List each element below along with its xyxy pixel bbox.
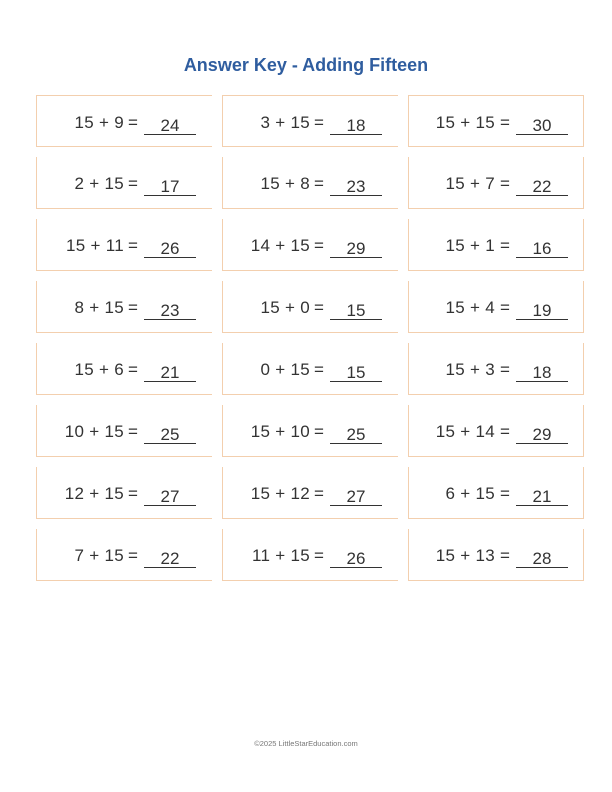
- problem-cell: [222, 529, 398, 581]
- answer-value: 28: [516, 549, 568, 568]
- problem-cell: [36, 405, 212, 457]
- problem-expression: 8 + 15: [74, 298, 124, 317]
- problem-expression: 15 + 15: [435, 113, 495, 132]
- problem-expression: 2 + 15: [74, 174, 124, 193]
- answer-value: 25: [330, 425, 382, 444]
- problem-grid: [36, 95, 584, 581]
- answer-value: 27: [330, 487, 382, 506]
- problem-cell: [408, 405, 584, 457]
- problem-expression: 7 + 15: [74, 546, 124, 565]
- problem-cell: [222, 219, 398, 271]
- problem-expression: 6 + 15: [445, 484, 495, 503]
- equals-sign: =: [500, 546, 510, 565]
- equals-sign: =: [500, 236, 510, 255]
- problem-expression: 15 + 14: [435, 422, 495, 441]
- equals-sign: =: [128, 360, 138, 379]
- page-title: Answer Key - Adding Fifteen: [183, 55, 429, 75]
- equals-sign: =: [128, 236, 138, 255]
- equals-sign: =: [128, 298, 138, 317]
- problem-expression: 15 + 9: [74, 113, 124, 132]
- equals-sign: =: [314, 298, 324, 317]
- equals-sign: =: [314, 422, 324, 441]
- equals-sign: =: [128, 484, 138, 503]
- answer-value: 16: [516, 239, 568, 258]
- problem-expression: 12 + 15: [64, 484, 124, 503]
- problem-cell: [222, 157, 398, 209]
- problem-cell: [36, 157, 212, 209]
- equals-sign: =: [500, 113, 510, 132]
- equals-sign: =: [314, 484, 324, 503]
- problem-expression: 0 + 15: [260, 360, 310, 379]
- answer-value: 18: [516, 363, 568, 382]
- problem-cell: [408, 467, 584, 519]
- answer-value: 23: [330, 177, 382, 196]
- problem-cell: [408, 281, 584, 333]
- equals-sign: =: [314, 360, 324, 379]
- problem-expression: 15 + 6: [74, 360, 124, 379]
- equals-sign: =: [500, 422, 510, 441]
- problem-cell: [408, 219, 584, 271]
- problem-cell: [222, 95, 398, 147]
- equals-sign: =: [500, 174, 510, 193]
- answer-value: 21: [144, 363, 196, 382]
- problem-cell: [408, 157, 584, 209]
- answer-value: 30: [516, 116, 568, 135]
- problem-expression: 10 + 15: [64, 422, 124, 441]
- answer-value: 15: [330, 301, 382, 320]
- problem-expression: 15 + 8: [260, 174, 310, 193]
- equals-sign: =: [128, 422, 138, 441]
- problem-cell: [222, 343, 398, 395]
- equals-sign: =: [128, 174, 138, 193]
- equals-sign: =: [500, 298, 510, 317]
- equals-sign: =: [500, 484, 510, 503]
- problem-cell: [36, 529, 212, 581]
- answer-value: 18: [330, 116, 382, 135]
- problem-cell: [222, 281, 398, 333]
- answer-value: 15: [330, 363, 382, 382]
- answer-value: 17: [144, 177, 196, 196]
- problem-expression: 15 + 0: [260, 298, 310, 317]
- answer-value: 19: [516, 301, 568, 320]
- answer-value: 25: [144, 425, 196, 444]
- problem-expression: 14 + 15: [250, 236, 310, 255]
- answer-value: 22: [516, 177, 568, 196]
- problem-expression: 15 + 1: [445, 236, 495, 255]
- equals-sign: =: [314, 174, 324, 193]
- copyright-footer: ©2025 LittleStarEducation.com: [254, 739, 358, 748]
- problem-expression: 15 + 12: [250, 484, 310, 503]
- answer-value: 22: [144, 549, 196, 568]
- answer-value: 27: [144, 487, 196, 506]
- equals-sign: =: [314, 113, 324, 132]
- equals-sign: =: [128, 546, 138, 565]
- answer-value: 26: [144, 239, 196, 258]
- problem-cell: [36, 95, 212, 147]
- equals-sign: =: [314, 236, 324, 255]
- problem-cell: [222, 467, 398, 519]
- equals-sign: =: [128, 113, 138, 132]
- problem-cell: [36, 467, 212, 519]
- answer-value: 29: [330, 239, 382, 258]
- answer-value: 26: [330, 549, 382, 568]
- answer-value: 21: [516, 487, 568, 506]
- problem-expression: 15 + 4: [445, 298, 495, 317]
- problem-expression: 15 + 13: [435, 546, 495, 565]
- problem-expression: 15 + 10: [250, 422, 310, 441]
- answer-value: 29: [516, 425, 568, 444]
- problem-cell: [408, 95, 584, 147]
- problem-expression: 15 + 11: [65, 236, 124, 255]
- problem-expression: 15 + 3: [445, 360, 495, 379]
- problem-cell: [222, 405, 398, 457]
- problem-expression: 11 + 15: [251, 546, 310, 565]
- problem-cell: [36, 219, 212, 271]
- answer-value: 23: [144, 301, 196, 320]
- equals-sign: =: [500, 360, 510, 379]
- problem-cell: [408, 529, 584, 581]
- problem-cell: [36, 281, 212, 333]
- answer-value: 24: [144, 116, 196, 135]
- equals-sign: =: [314, 546, 324, 565]
- problem-expression: 15 + 7: [445, 174, 495, 193]
- problem-cell: [36, 343, 212, 395]
- problem-expression: 3 + 15: [260, 113, 310, 132]
- problem-cell: [408, 343, 584, 395]
